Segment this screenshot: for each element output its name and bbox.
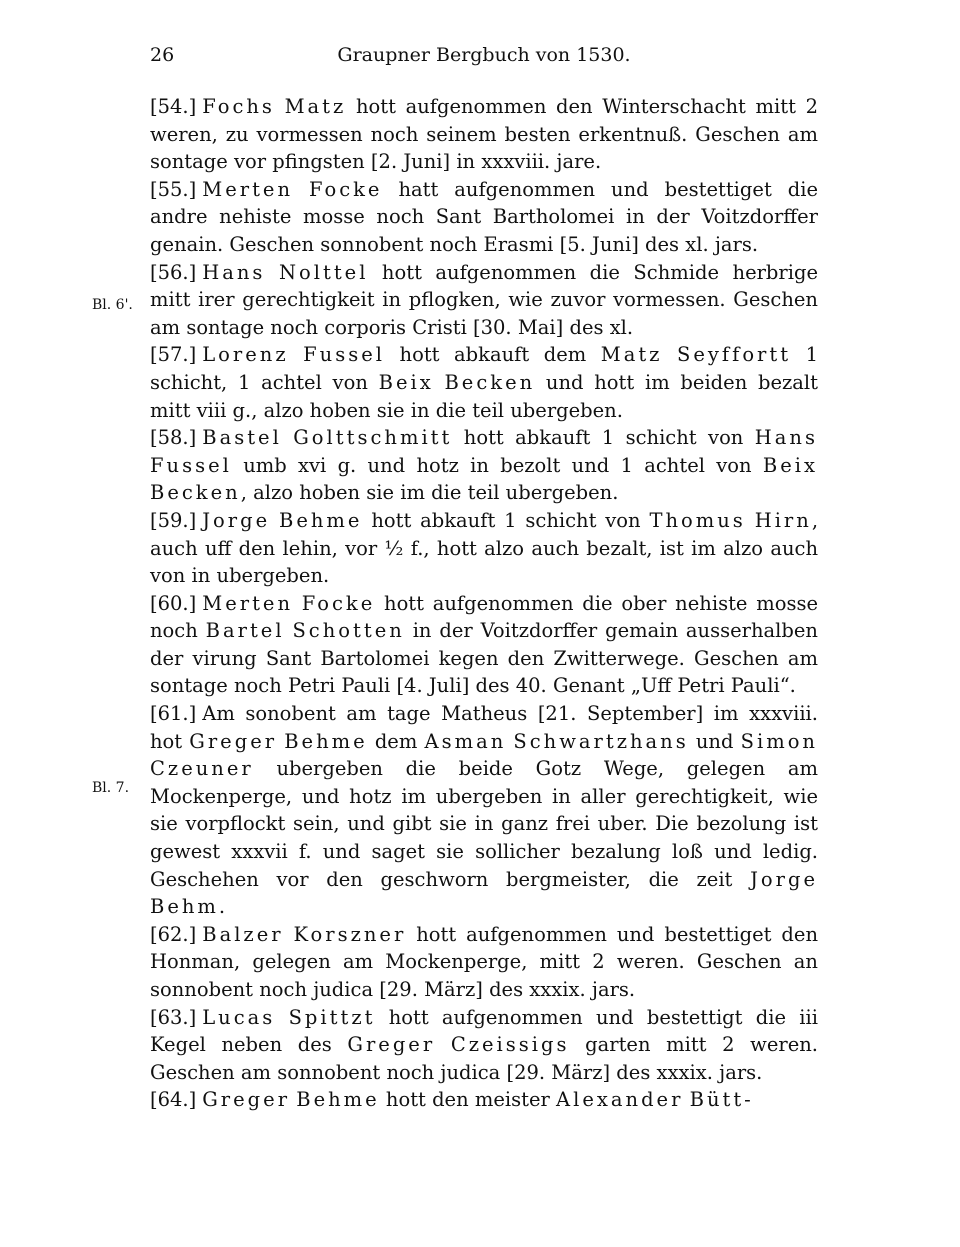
spaced-name: Behm bbox=[150, 895, 219, 919]
entry-paragraph bbox=[150, 590, 818, 700]
spaced-name: Becken bbox=[150, 481, 241, 505]
spaced-name: Nolttel bbox=[278, 260, 369, 284]
spaced-name: Focke bbox=[301, 591, 376, 615]
entry-text: 1 schicht, 1 achtel von bbox=[150, 343, 818, 394]
spaced-name: Matz bbox=[284, 95, 347, 118]
spaced-name: Czeuner bbox=[150, 757, 254, 781]
entry-text bbox=[282, 426, 293, 449]
entry-text: , alzo hoben sie im die teil ubergeben. bbox=[240, 481, 619, 505]
entry-paragraph bbox=[150, 1004, 818, 1087]
entry-text bbox=[662, 343, 677, 366]
spaced-name: Fochs bbox=[202, 95, 275, 118]
entry-text: und bbox=[688, 729, 741, 753]
entry-number: [64.] bbox=[150, 1088, 197, 1112]
spaced-name: Thomus bbox=[649, 508, 746, 532]
spaced-name: Schwartzhans bbox=[513, 729, 689, 753]
entry-number: [54.] bbox=[150, 95, 197, 118]
spaced-name: Simon bbox=[740, 729, 818, 753]
entry-text: hott aufgenommen den Winterschacht mitt 2 weren, zu vormessen noch seinem besten erkentnuß. Geschen am sontage vor pfingsten [2. Juni] in xxxviii. jare. bbox=[150, 95, 818, 174]
spaced-name: Hirn bbox=[754, 508, 812, 532]
spaced-name: Czeissigs bbox=[450, 1033, 570, 1057]
entry-text: hott aufgenommen und bestettiget den Honman, gelegen am Mockenperge, mitt 2 weren. Geschen an sonnobent noch judica [29. März] des xxxix. jars. bbox=[150, 922, 819, 1001]
entry-text: garten mitt 2 weren. Geschen am sonnobent noch judica [29. März] des xxxix. jars. bbox=[150, 1033, 818, 1084]
spaced-name: Golttschmitt bbox=[293, 426, 453, 450]
spaced-name: Beix bbox=[378, 370, 434, 394]
entry-text: hott aufgenommen die ober nehiste mosse noch bbox=[150, 591, 818, 643]
page-number: 26 bbox=[150, 44, 175, 66]
spaced-name: Bastel bbox=[202, 426, 282, 450]
spaced-name: Spittzt bbox=[288, 1005, 376, 1029]
entry-text: hott den meister bbox=[379, 1088, 557, 1112]
spaced-name: Becken bbox=[444, 370, 536, 394]
entry-text bbox=[289, 343, 304, 366]
entry-paragraph bbox=[150, 259, 818, 342]
entry-text: Am sonobent am tage Matheus [21. September] im xxxviii. hot bbox=[150, 702, 818, 753]
spaced-name: Behme bbox=[284, 729, 368, 753]
entry-text bbox=[270, 509, 279, 532]
entry-number: [59.] bbox=[150, 508, 197, 532]
entry-text: und hott im beiden bezalt mitt viii g., alzo hoben sie in die teil ubergeben. bbox=[150, 370, 818, 422]
spaced-name: Fussel bbox=[303, 343, 386, 367]
entry-text: in der Voitzdorffer gemain ausserhalben der virung Sant Bartolomei kegen den Zwitterwege. Geschen am sontage noch Petri Pauli [4. Juli] des 40. Genant „Uff Petri Pauli“. bbox=[150, 619, 818, 698]
entry-text: , auch uff den lehin, vor ½ f., hott alzo auch bezalt, ist im alzo auch von in ubergeben. bbox=[150, 508, 819, 588]
spaced-name: Fussel bbox=[150, 453, 232, 477]
entry-paragraph bbox=[150, 1086, 818, 1114]
entry-number: [57.] bbox=[150, 343, 197, 367]
margin-note-folio-7: Bl. 7. bbox=[92, 780, 130, 796]
entry-text: hott abkauft 1 schicht von bbox=[362, 508, 650, 532]
spaced-name: Beix bbox=[762, 453, 818, 477]
entry-number: [56.] bbox=[150, 260, 197, 284]
spaced-name: Greger bbox=[189, 729, 278, 753]
entry-text bbox=[284, 923, 294, 946]
entry-paragraph bbox=[150, 700, 818, 921]
entry-text: dem bbox=[367, 729, 425, 753]
entry-number: [58.] bbox=[150, 426, 197, 450]
spaced-name: Seyffortt bbox=[676, 343, 792, 367]
entry-number: [55.] bbox=[150, 177, 197, 201]
entry-number: [60.] bbox=[150, 591, 197, 615]
entry-text bbox=[434, 371, 445, 394]
spaced-name: Balzer bbox=[202, 922, 284, 946]
entry-text bbox=[435, 1033, 451, 1056]
running-title: Graupner Bergbuch von 1530. bbox=[337, 44, 631, 66]
entry-text: . bbox=[218, 895, 226, 919]
entry-paragraph bbox=[150, 507, 818, 590]
spaced-name: Lorenz bbox=[202, 343, 289, 367]
spaced-name: Bütt- bbox=[689, 1088, 754, 1112]
spaced-name: Hans bbox=[202, 260, 266, 284]
spaced-name: Greger bbox=[347, 1033, 436, 1057]
entry-text bbox=[293, 178, 309, 201]
spaced-name: Korszner bbox=[293, 922, 407, 946]
entry-text: hott abkauft 1 schicht von bbox=[452, 426, 755, 450]
margin-note-folio-6v: Bl. 6'. bbox=[92, 297, 133, 313]
entry-text bbox=[265, 261, 279, 284]
spaced-name: Matz bbox=[600, 343, 663, 367]
spaced-name: Jorge bbox=[202, 508, 271, 532]
page-header bbox=[150, 44, 818, 74]
entry-text: hott aufgenommen und bestettigt die iii Kegel neben des bbox=[150, 1005, 818, 1057]
entry-paragraph bbox=[150, 921, 818, 1004]
spaced-name: Focke bbox=[308, 177, 383, 201]
entry-text: ubergeben die beide Gotz Wege, gelegen am Mockenperge, und hotz im ubergeben in aller gerechtigkeit, wie sie vorpflockt sein, und gibt sie in ganz frei uber. Die bezolung ist gewest xxxvii f. und saget sie sollicher bezalung loß und ledig. Geschehen vor den geschworn bergmeister, die zeit bbox=[150, 757, 818, 891]
spaced-name: Jorge bbox=[750, 867, 818, 891]
entry-number: [62.] bbox=[150, 922, 197, 946]
entry-paragraph bbox=[150, 176, 818, 259]
entry-paragraph bbox=[150, 341, 818, 424]
entry-text: hott abkauft dem bbox=[385, 343, 601, 367]
entry-text bbox=[275, 95, 285, 118]
entry-paragraph bbox=[150, 93, 818, 176]
entry-text: hott aufgenommen die Schmide herbrige mitt irer gerechtigkeit in pflogken, wie zuvor vormessen. Geschen am sontage noch corporis Cristi [30. Mai] des xl. bbox=[150, 260, 818, 339]
spaced-name: Bartel bbox=[205, 619, 285, 643]
entry-number: [61.] bbox=[150, 702, 197, 726]
spaced-name: Behme bbox=[279, 508, 363, 532]
spaced-name: Greger bbox=[202, 1088, 291, 1112]
entry-text: umb xvi g. und hotz in bezolt und 1 achtel von bbox=[231, 453, 763, 477]
spaced-name: Schotten bbox=[292, 619, 405, 643]
spaced-name: Merten bbox=[202, 591, 293, 615]
entry-text bbox=[293, 592, 302, 615]
body-text bbox=[150, 93, 818, 1114]
spaced-name: Lucas bbox=[202, 1005, 276, 1029]
spaced-name: Behme bbox=[296, 1088, 380, 1112]
spaced-name: Merten bbox=[202, 177, 293, 201]
spaced-name: Alexander bbox=[556, 1088, 684, 1112]
spaced-name: Asman bbox=[424, 729, 507, 753]
entry-text bbox=[746, 509, 755, 532]
entry-text: hatt aufgenommen und bestettiget die andre nehiste mosse noch Sant Bartholomei in der Voitzdorffer genain. Geschen sonnobent noch Erasmi [5. Juni] des xl. jars. bbox=[150, 177, 819, 256]
entry-number: [63.] bbox=[150, 1005, 197, 1029]
entry-text bbox=[275, 1006, 288, 1029]
entry-paragraph bbox=[150, 424, 818, 507]
spaced-name: Hans bbox=[754, 426, 818, 450]
